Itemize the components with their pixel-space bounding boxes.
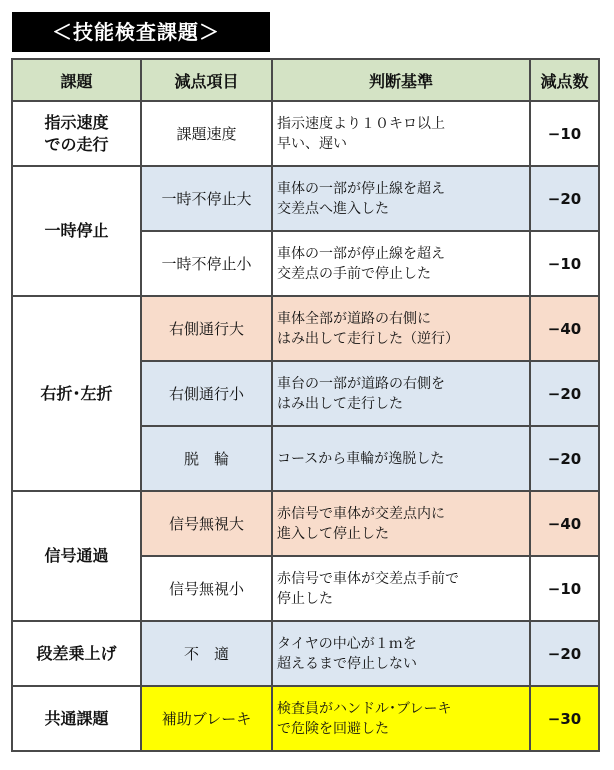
criteria-cell: 赤信号で車体が交差点手前で 停止した bbox=[272, 556, 530, 621]
header-points: 減点数 bbox=[530, 59, 599, 101]
deduction-item: 右側通行小 bbox=[141, 361, 272, 426]
points-cell: −10 bbox=[530, 556, 599, 621]
table-row bbox=[12, 101, 599, 166]
points-cell: −20 bbox=[530, 361, 599, 426]
table-row bbox=[12, 686, 599, 751]
deduction-item: 信号無視小 bbox=[141, 556, 272, 621]
task-cell: 信号通過 bbox=[12, 491, 141, 621]
criteria-cell: 車体の一部が停止線を超え 交差点へ進入した bbox=[272, 166, 530, 231]
points-cell: −20 bbox=[530, 426, 599, 491]
table-row bbox=[12, 491, 599, 556]
page-title: ＜技能検査課題＞ bbox=[12, 12, 270, 52]
deduction-item: 課題速度 bbox=[141, 101, 272, 166]
criteria-cell: タイヤの中心が１ｍを 超えるまで停止しない bbox=[272, 621, 530, 686]
points-cell: −30 bbox=[530, 686, 599, 751]
header-row bbox=[12, 59, 599, 101]
points-cell: −10 bbox=[530, 231, 599, 296]
points-cell: −20 bbox=[530, 166, 599, 231]
criteria-cell: 指示速度より１０キロ以上 早い、遅い bbox=[272, 101, 530, 166]
criteria-cell: 車台の一部が道路の右側を はみ出して走行した bbox=[272, 361, 530, 426]
header-task: 課題 bbox=[12, 59, 141, 101]
criteria-cell: 検査員がハンドル･ブレーキ で危険を回避した bbox=[272, 686, 530, 751]
task-cell: 指示速度 での走行 bbox=[12, 101, 141, 166]
task-cell: 右折･左折 bbox=[12, 296, 141, 491]
task-cell: 一時停止 bbox=[12, 166, 141, 296]
skill-test-table bbox=[11, 58, 600, 752]
task-cell: 段差乗上げ bbox=[12, 621, 141, 686]
points-cell: −40 bbox=[530, 491, 599, 556]
deduction-item: 脱 輪 bbox=[141, 426, 272, 491]
header-criteria: 判断基準 bbox=[272, 59, 530, 101]
deduction-item: 右側通行大 bbox=[141, 296, 272, 361]
points-cell: −10 bbox=[530, 101, 599, 166]
criteria-cell: 車体の一部が停止線を超え 交差点の手前で停止した bbox=[272, 231, 530, 296]
deduction-item: 信号無視大 bbox=[141, 491, 272, 556]
task-cell: 共通課題 bbox=[12, 686, 141, 751]
deduction-item: 補助ブレーキ bbox=[141, 686, 272, 751]
table-row bbox=[12, 166, 599, 231]
criteria-cell: 赤信号で車体が交差点内に 進入して停止した bbox=[272, 491, 530, 556]
table-row bbox=[12, 621, 599, 686]
criteria-cell: 車体全部が道路の右側に はみ出して走行した（逆行） bbox=[272, 296, 530, 361]
points-cell: −20 bbox=[530, 621, 599, 686]
table-row bbox=[12, 296, 599, 361]
criteria-cell: コースから車輪が逸脱した bbox=[272, 426, 530, 491]
deduction-item: 一時不停止大 bbox=[141, 166, 272, 231]
points-cell: −40 bbox=[530, 296, 599, 361]
header-deduction-item: 減点項目 bbox=[141, 59, 272, 101]
deduction-item: 一時不停止小 bbox=[141, 231, 272, 296]
deduction-item: 不 適 bbox=[141, 621, 272, 686]
